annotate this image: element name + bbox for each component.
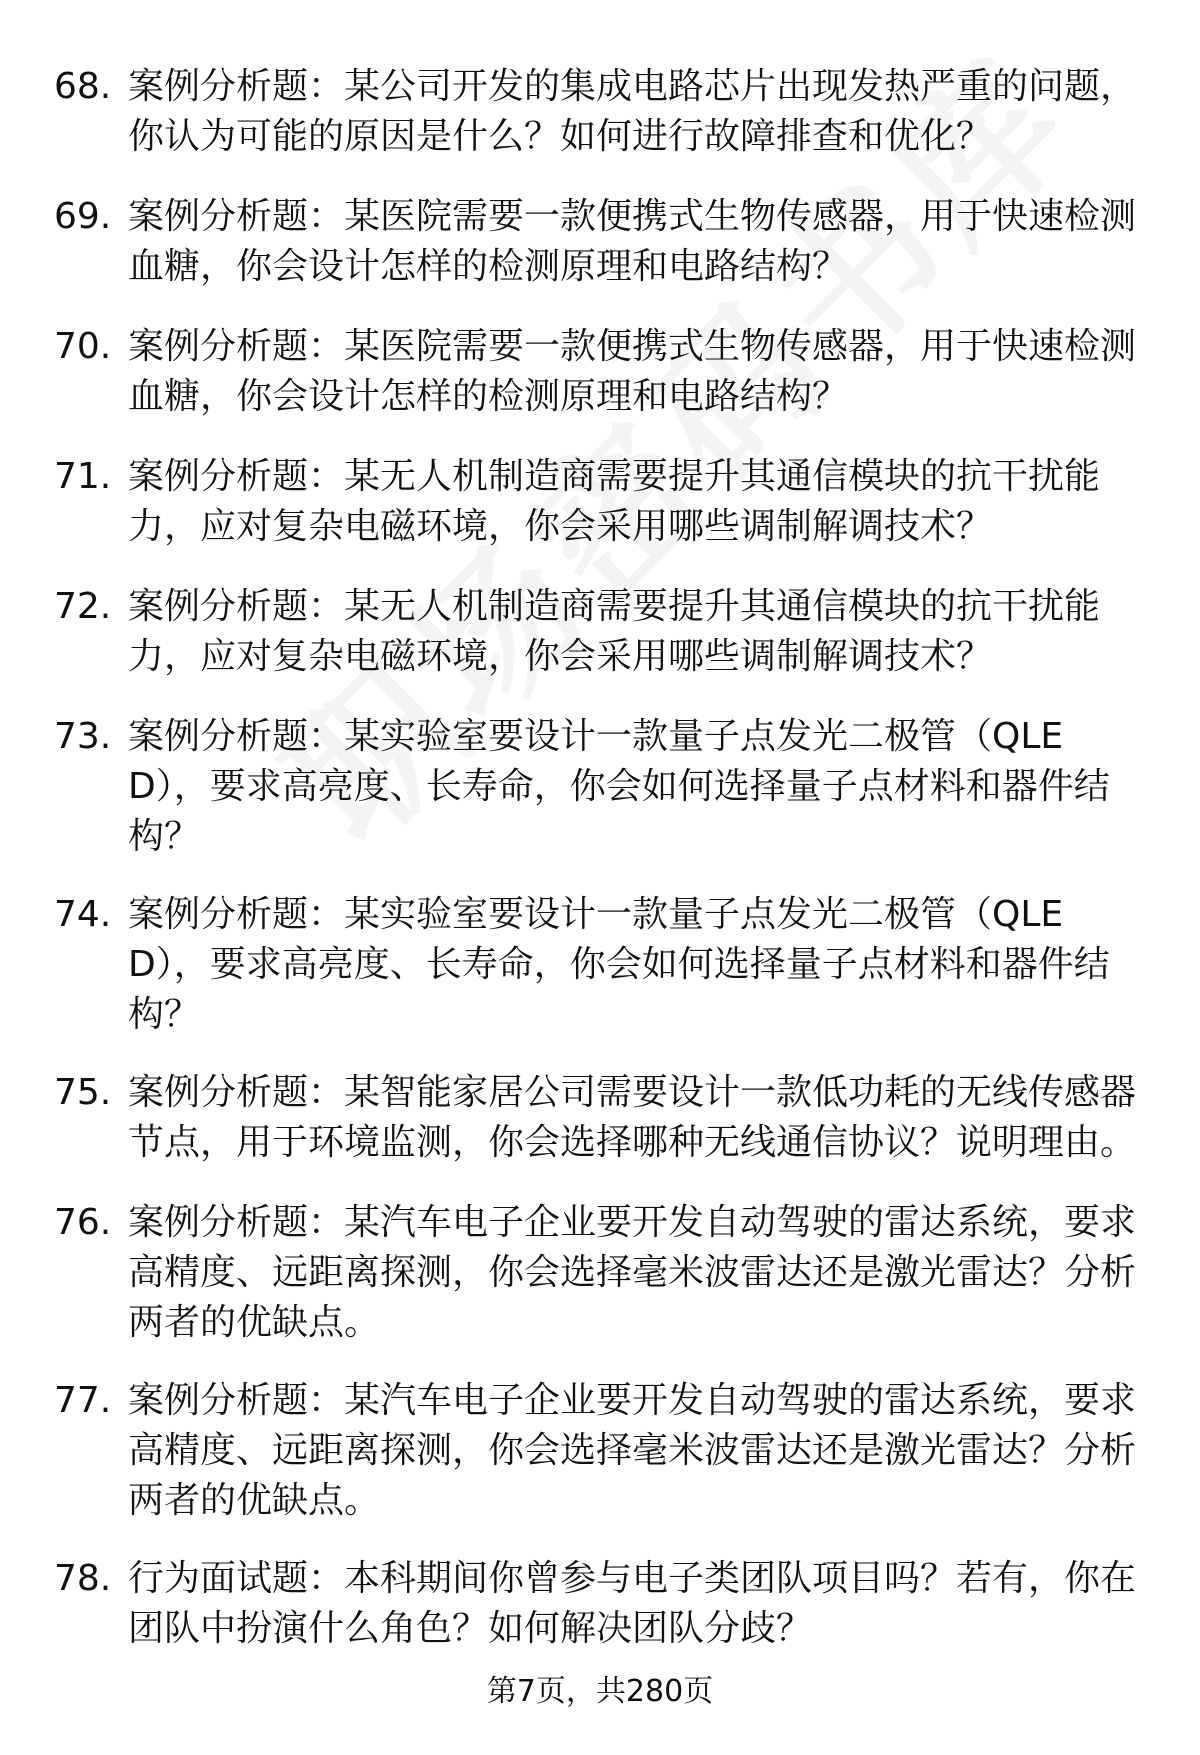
- question-number: 70.: [54, 326, 112, 367]
- question-text: 案例分析题：某智能家居公司需要设计一款低功耗的无线传感器节点，用于环境监测，你会选择哪种无线通信协议？说明理由。: [128, 1072, 1137, 1163]
- question-text: 案例分析题：某汽车电子企业要开发自动驾驶的雷达系统，要求高精度、远距离探测，你会选择毫米波雷达还是激光雷达？分析两者的优缺点。: [128, 1202, 1137, 1343]
- question-text: 案例分析题：某无人机制造商需要提升其通信模块的抗干扰能力，应对复杂电磁环境，你会采用哪些调制解调技术？: [128, 586, 1101, 677]
- question-text: 行为面试题：本科期间你曾参与电子类团队项目吗？若有，你在团队中扮演什么角色？如何解决团队分歧？: [128, 1558, 1137, 1649]
- question-text: 案例分析题：某无人机制造商需要提升其通信模块的抗干扰能力，应对复杂电磁环境，你会采用哪些调制解调技术？: [128, 456, 1101, 547]
- question-number: 69.: [54, 196, 112, 237]
- question-number: 68.: [54, 66, 112, 107]
- question-number: 78.: [54, 1558, 112, 1599]
- question-number: 71.: [54, 456, 112, 497]
- question-text: 案例分析题：某医院需要一款便携式生物传感器，用于快速检测血糖，你会设计怎样的检测原理和电路结构？: [128, 326, 1137, 417]
- question-text: 案例分析题：某医院需要一款便携式生物传感器，用于快速检测血糖，你会设计怎样的检测原理和电路结构？: [128, 196, 1137, 287]
- question-number: 75.: [54, 1072, 112, 1113]
- question-number: 76.: [54, 1202, 112, 1243]
- question-text: 案例分析题：某实验室要设计一款量子点发光二极管（QLED），要求高亮度、长寿命，你会如何选择量子点材料和器件结构？: [128, 894, 1110, 1035]
- question-text: 案例分析题：某公司开发的集成电路芯片出现发热严重的问题，你认为可能的原因是什么？如何进行故障排查和优化？: [128, 66, 1137, 157]
- question-text: 案例分析题：某汽车电子企业要开发自动驾驶的雷达系统，要求高精度、远距离探测，你会选择毫米波雷达还是激光雷达？分析两者的优缺点。: [128, 1380, 1137, 1521]
- question-number: 74.: [54, 894, 112, 935]
- question-number: 77.: [54, 1380, 112, 1421]
- page-footer: 第7页，共280页: [486, 1674, 714, 1709]
- question-number: 73.: [54, 716, 112, 757]
- question-number: 72.: [54, 586, 112, 627]
- question-text: 案例分析题：某实验室要设计一款量子点发光二极管（QLED），要求高亮度、长寿命，你会如何选择量子点材料和器件结构？: [128, 716, 1110, 857]
